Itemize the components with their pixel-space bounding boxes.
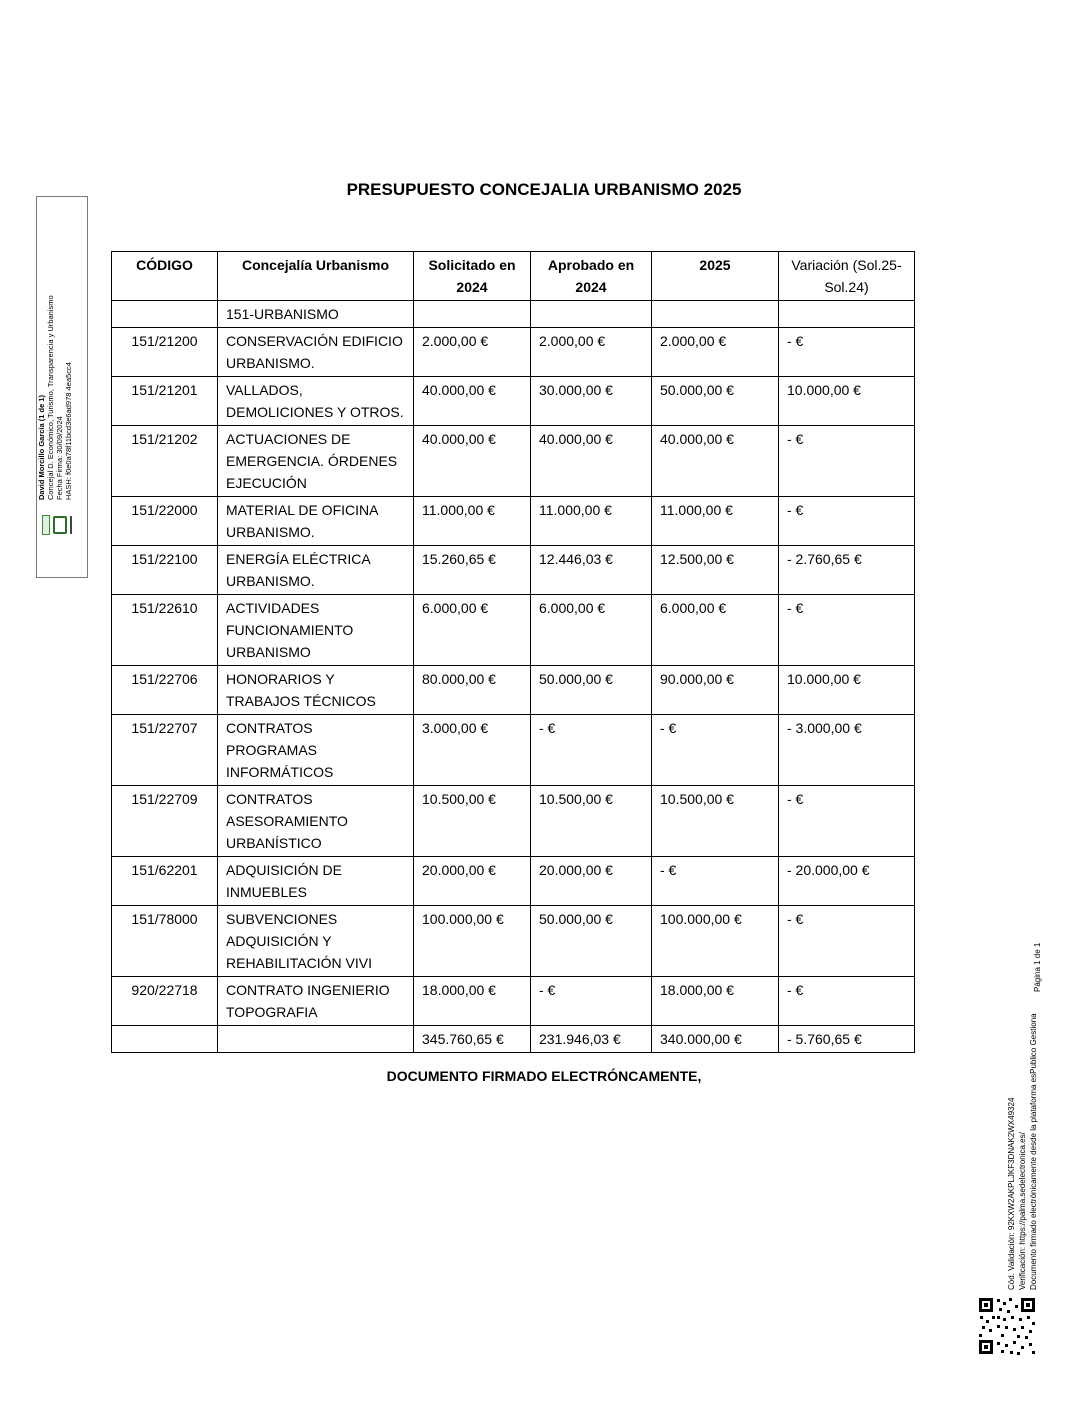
row-code: 151/21200 bbox=[112, 328, 218, 377]
row-2025: 11.000,00 € bbox=[652, 497, 779, 546]
row-2025: 18.000,00 € bbox=[652, 977, 779, 1026]
row-aprobado: 40.000,00 € bbox=[531, 426, 652, 497]
row-variacion: - € bbox=[779, 497, 915, 546]
row-aprobado: 30.000,00 € bbox=[531, 377, 652, 426]
row-2025: 6.000,00 € bbox=[652, 595, 779, 666]
row-concept: CONTRATOS PROGRAMAS INFORMÁTICOS bbox=[218, 715, 414, 786]
totals-empty bbox=[112, 1026, 218, 1053]
document-title: PRESUPUESTO CONCEJALIA URBANISMO 2025 bbox=[346, 180, 742, 199]
header-2025: 2025 bbox=[652, 252, 779, 301]
table-row bbox=[112, 426, 915, 497]
row-aprobado: 11.000,00 € bbox=[531, 497, 652, 546]
row-solicitado: 10.500,00 € bbox=[414, 786, 531, 857]
row-2025: 2.000,00 € bbox=[652, 328, 779, 377]
municipal-logo bbox=[42, 512, 78, 538]
row-concept: CONTRATOS ASESORAMIENTO URBANÍSTICO bbox=[218, 786, 414, 857]
table-row bbox=[112, 546, 915, 595]
page-number: Página 1 de 1 bbox=[1033, 942, 1042, 992]
row-code: 151/21202 bbox=[112, 426, 218, 497]
row-code: 151/21201 bbox=[112, 377, 218, 426]
row-aprobado: - € bbox=[531, 715, 652, 786]
table-row bbox=[112, 497, 915, 546]
row-code: 151/78000 bbox=[112, 906, 218, 977]
row-2025: 90.000,00 € bbox=[652, 666, 779, 715]
row-variacion: - € bbox=[779, 426, 915, 497]
row-2025: - € bbox=[652, 715, 779, 786]
row-solicitado: 80.000,00 € bbox=[414, 666, 531, 715]
header-solicitado: Solicitado en 2024 bbox=[414, 252, 531, 301]
table-row bbox=[112, 977, 915, 1026]
section-label: 151-URBANISMO bbox=[218, 301, 414, 328]
row-aprobado: - € bbox=[531, 977, 652, 1026]
totals-row bbox=[112, 1026, 915, 1053]
row-code: 151/62201 bbox=[112, 857, 218, 906]
total-aprobado: 231.946,03 € bbox=[531, 1026, 652, 1053]
row-code: 151/22000 bbox=[112, 497, 218, 546]
row-variacion: - € bbox=[779, 977, 915, 1026]
row-code: 151/22610 bbox=[112, 595, 218, 666]
header-concejalia: Concejalía Urbanismo bbox=[218, 252, 414, 301]
row-solicitado: 40.000,00 € bbox=[414, 377, 531, 426]
row-solicitado: 40.000,00 € bbox=[414, 426, 531, 497]
table-row bbox=[112, 666, 915, 715]
row-variacion: - € bbox=[779, 328, 915, 377]
total-2025: 340.000,00 € bbox=[652, 1026, 779, 1053]
row-concept: SUBVENCIONES ADQUISICIÓN Y REHABILITACIÓN VIVI bbox=[218, 906, 414, 977]
header-variacion: Variación (Sol.25-Sol.24) bbox=[779, 252, 915, 301]
header-codigo: CÓDIGO bbox=[112, 252, 218, 301]
row-aprobado: 10.500,00 € bbox=[531, 786, 652, 857]
row-concept: CONSERVACIÓN EDIFICIO URBANISMO. bbox=[218, 328, 414, 377]
row-aprobado: 12.446,03 € bbox=[531, 546, 652, 595]
row-solicitado: 20.000,00 € bbox=[414, 857, 531, 906]
row-concept: HONORARIOS Y TRABAJOS TÉCNICOS bbox=[218, 666, 414, 715]
section-row bbox=[112, 301, 915, 328]
row-2025: - € bbox=[652, 857, 779, 906]
total-variacion: - 5.760,65 € bbox=[779, 1026, 915, 1053]
row-2025: 100.000,00 € bbox=[652, 906, 779, 977]
table-row bbox=[112, 906, 915, 977]
row-concept: ACTUACIONES DE EMERGENCIA. ÓRDENES EJECUCIÓN bbox=[218, 426, 414, 497]
total-solicitado: 345.760,65 € bbox=[414, 1026, 531, 1053]
row-aprobado: 2.000,00 € bbox=[531, 328, 652, 377]
row-solicitado: 15.260,65 € bbox=[414, 546, 531, 595]
row-variacion: - € bbox=[779, 786, 915, 857]
row-concept: MATERIAL DE OFICINA URBANISMO. bbox=[218, 497, 414, 546]
table-header-row bbox=[112, 252, 915, 301]
row-concept: CONTRATO INGENIERIO TOPOGRAFIA bbox=[218, 977, 414, 1026]
row-variacion: - € bbox=[779, 906, 915, 977]
budget-table bbox=[111, 251, 915, 1053]
row-aprobado: 20.000,00 € bbox=[531, 857, 652, 906]
row-code: 920/22718 bbox=[112, 977, 218, 1026]
row-solicitado: 6.000,00 € bbox=[414, 595, 531, 666]
row-2025: 12.500,00 € bbox=[652, 546, 779, 595]
row-aprobado: 6.000,00 € bbox=[531, 595, 652, 666]
row-variacion: - 20.000,00 € bbox=[779, 857, 915, 906]
row-solicitado: 11.000,00 € bbox=[414, 497, 531, 546]
row-code: 151/22707 bbox=[112, 715, 218, 786]
verification-text: Cód. Validación: 92KXW2AKPLJKF3DNAK2WX49324 Verificación: https://palma.sedelectronica.es/ Documento firmado electrónicamente desde la plataforma esPublico Gestiona bbox=[1007, 1013, 1038, 1290]
table-row bbox=[112, 328, 915, 377]
signature-stamp-text: David Morcillo García (1 de 1) Concejal D. Económico, Turismo, Transparencia y Urbanismo Fecha Firma: 30/09/2024 HASH: f0e0a78f11bcd3e6ad978 4ea5cc4 bbox=[37, 295, 73, 500]
row-2025: 50.000,00 € bbox=[652, 377, 779, 426]
totals-empty bbox=[218, 1026, 414, 1053]
row-solicitado: 2.000,00 € bbox=[414, 328, 531, 377]
row-concept: VALLADOS, DEMOLICIONES Y OTROS. bbox=[218, 377, 414, 426]
row-solicitado: 3.000,00 € bbox=[414, 715, 531, 786]
row-solicitado: 100.000,00 € bbox=[414, 906, 531, 977]
row-concept: ACTIVIDADES FUNCIONAMIENTO URBANISMO bbox=[218, 595, 414, 666]
header-aprobado: Aprobado en 2024 bbox=[531, 252, 652, 301]
table-row bbox=[112, 595, 915, 666]
row-code: 151/22706 bbox=[112, 666, 218, 715]
row-concept: ADQUISICIÓN DE INMUEBLES bbox=[218, 857, 414, 906]
row-2025: 40.000,00 € bbox=[652, 426, 779, 497]
row-concept: ENERGÍA ELÉCTRICA URBANISMO. bbox=[218, 546, 414, 595]
row-variacion: - € bbox=[779, 595, 915, 666]
row-2025: 10.500,00 € bbox=[652, 786, 779, 857]
table-row bbox=[112, 377, 915, 426]
row-variacion: 10.000,00 € bbox=[779, 666, 915, 715]
signed-notice: DOCUMENTO FIRMADO ELECTRÓNCAMENTE, bbox=[386, 1068, 702, 1084]
row-solicitado: 18.000,00 € bbox=[414, 977, 531, 1026]
table-row bbox=[112, 715, 915, 786]
row-variacion: - 3.000,00 € bbox=[779, 715, 915, 786]
row-aprobado: 50.000,00 € bbox=[531, 666, 652, 715]
row-code: 151/22709 bbox=[112, 786, 218, 857]
table-row bbox=[112, 786, 915, 857]
row-variacion: 10.000,00 € bbox=[779, 377, 915, 426]
qr-code-icon bbox=[977, 1296, 1037, 1356]
row-aprobado: 50.000,00 € bbox=[531, 906, 652, 977]
table-row bbox=[112, 857, 915, 906]
row-code: 151/22100 bbox=[112, 546, 218, 595]
row-variacion: - 2.760,65 € bbox=[779, 546, 915, 595]
